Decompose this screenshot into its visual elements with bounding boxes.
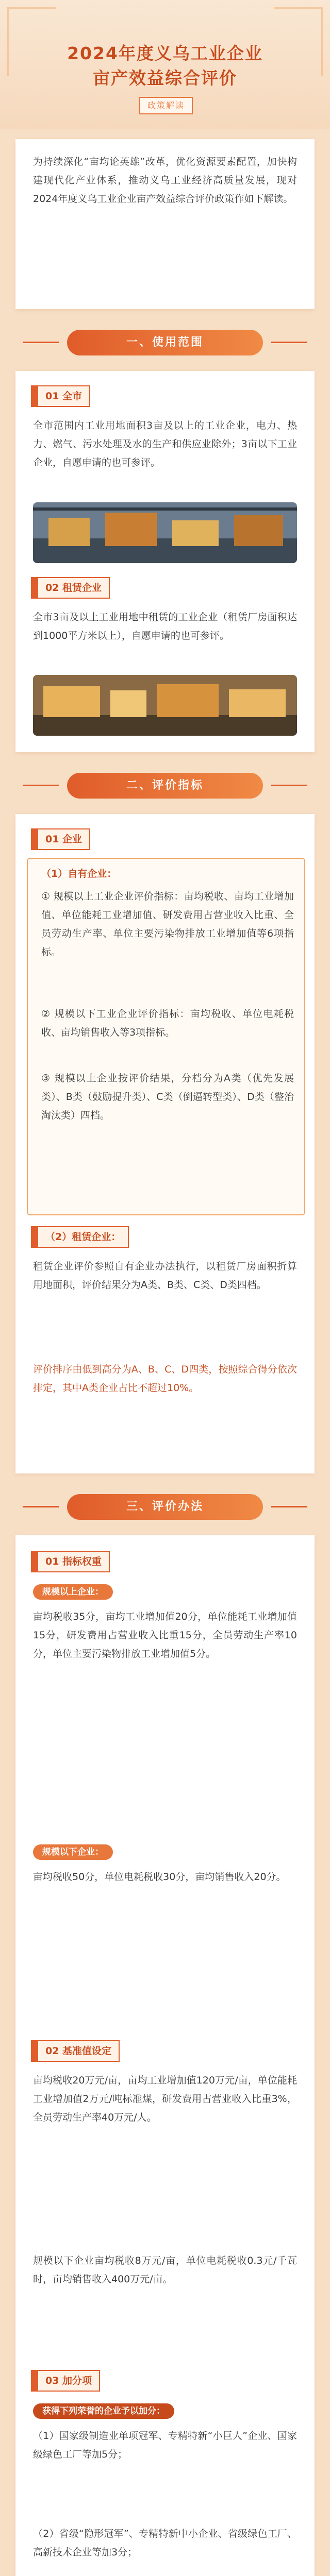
citywide-text: 全市范围内工业用地面积3亩及以上的工业企业，电力、热力、燃气、污水处理及水的生产和供应业除外；3亩以下工业企业，自愿申请的也可参评。 bbox=[33, 420, 297, 468]
subheading-weights: 01 指标权重 bbox=[31, 1551, 110, 1572]
subheading-citywide: 01 全市 bbox=[31, 385, 90, 407]
bonus-item-1: （1）国家级制造业单项冠军、专精特新“小巨人”企业、国家级绿色工厂等加5分； bbox=[33, 2430, 297, 2460]
section-heading-method: 三、评价办法 bbox=[67, 1494, 263, 1520]
bonus-title: 获得下列荣誉的企业予以加分： bbox=[33, 2403, 174, 2419]
ranking-note: 评价排序由低到高分为A、B、C、D四类，按照综合得分依次排定，其中A类企业占比不超过10%。 bbox=[33, 1364, 297, 1394]
title-line-1: 2024年度义乌工业企业 bbox=[67, 43, 263, 63]
policy-badge: 政策解读 bbox=[139, 97, 193, 114]
section-heading-scope: 一、使用范围 bbox=[67, 330, 263, 355]
subheading-baseline: 02 基准值设定 bbox=[31, 2040, 120, 2062]
title-line-2: 亩产效益综合评价 bbox=[93, 68, 237, 88]
subheading-enterprise: 01 企业 bbox=[31, 828, 90, 850]
factory-photo-2 bbox=[33, 675, 297, 736]
subheading-rental-enterprise: （2）租赁企业： bbox=[31, 1226, 129, 1248]
subheading-bonus: 03 加分项 bbox=[31, 2370, 100, 2392]
header-banner bbox=[0, 0, 330, 129]
own-enterprise-text-3: ③ 规模以上企业按评价结果，分档分为A类（优先发展类）、B类（鼓励提升类）、C类（倒逼转型类）、D类（整治淘汰类）四档。 bbox=[41, 1073, 294, 1121]
weights-above-scale: 亩均税收35分，亩均工业增加值20分，单位能耗工业增加值15分，研发费用占营业收入比重15分，全员劳动生产率10分，单位主要污染物排放工业增加值5分。 bbox=[33, 1611, 297, 1659]
rental-text: 全市3亩及以上工业用地中租赁的工业企业（租赁厂房面积达到1000平方米以上），自愿申请的也可参评。 bbox=[33, 612, 297, 641]
label-above-scale: 规模以上企业： bbox=[33, 1584, 113, 1600]
subheading-rental: 02 租赁企业 bbox=[31, 577, 110, 599]
baseline-text-2: 规模以下企业亩均税收8万元/亩，单位电耗税收0.3元/千瓦时，亩均销售收入400万元/亩。 bbox=[33, 2255, 297, 2285]
weights-below-scale: 亩均税收50分，单位电耗税收30分，亩均销售收入20分。 bbox=[33, 1871, 286, 1883]
factory-photo-1 bbox=[33, 502, 297, 563]
page-title bbox=[0, 41, 330, 91]
own-enterprise-text-1: ① 规模以上工业企业评价指标：亩均税收、亩均工业增加值、单位能耗工业增加值、研发费用占营业收入比重、全员劳动生产率、单位主要污染物排放工业增加值等6项指标。 bbox=[41, 891, 294, 958]
intro-text: 为持续深化“亩均论英雄”改革，优化资源要素配置，加快构建现代化产业体系，推动义乌工业经济高质量发展，现对2024年度义乌工业企业亩产效益综合评价政策作如下解读。 bbox=[33, 156, 297, 205]
rental-enterprise-text: 租赁企业评价参照自有企业办法执行，以租赁厂房面积折算用地面积，评价结果分为A类、B类、C类、D类四档。 bbox=[33, 1261, 297, 1291]
baseline-text-1: 亩均税收20万元/亩，亩均工业增加值120万元/亩，单位能耗工业增加值2万元/吨标准煤，研发费用占营业收入比重3%，全员劳动生产率40万元/人。 bbox=[33, 2075, 297, 2123]
own-enterprise-label: （1）自有企业： bbox=[41, 868, 117, 879]
label-below-scale: 规模以下企业： bbox=[33, 1844, 113, 1860]
bonus-item-2: （2）省级“隐形冠军”、专精特新中小企业、省级绿色工厂、高新技术企业等加3分； bbox=[33, 2528, 297, 2558]
own-enterprise-text-2: ② 规模以下工业企业评价指标：亩均税收、单位电耗税收、亩均销售收入等3项指标。 bbox=[41, 1008, 294, 1038]
section-heading-indicators: 二、评价指标 bbox=[67, 773, 263, 799]
